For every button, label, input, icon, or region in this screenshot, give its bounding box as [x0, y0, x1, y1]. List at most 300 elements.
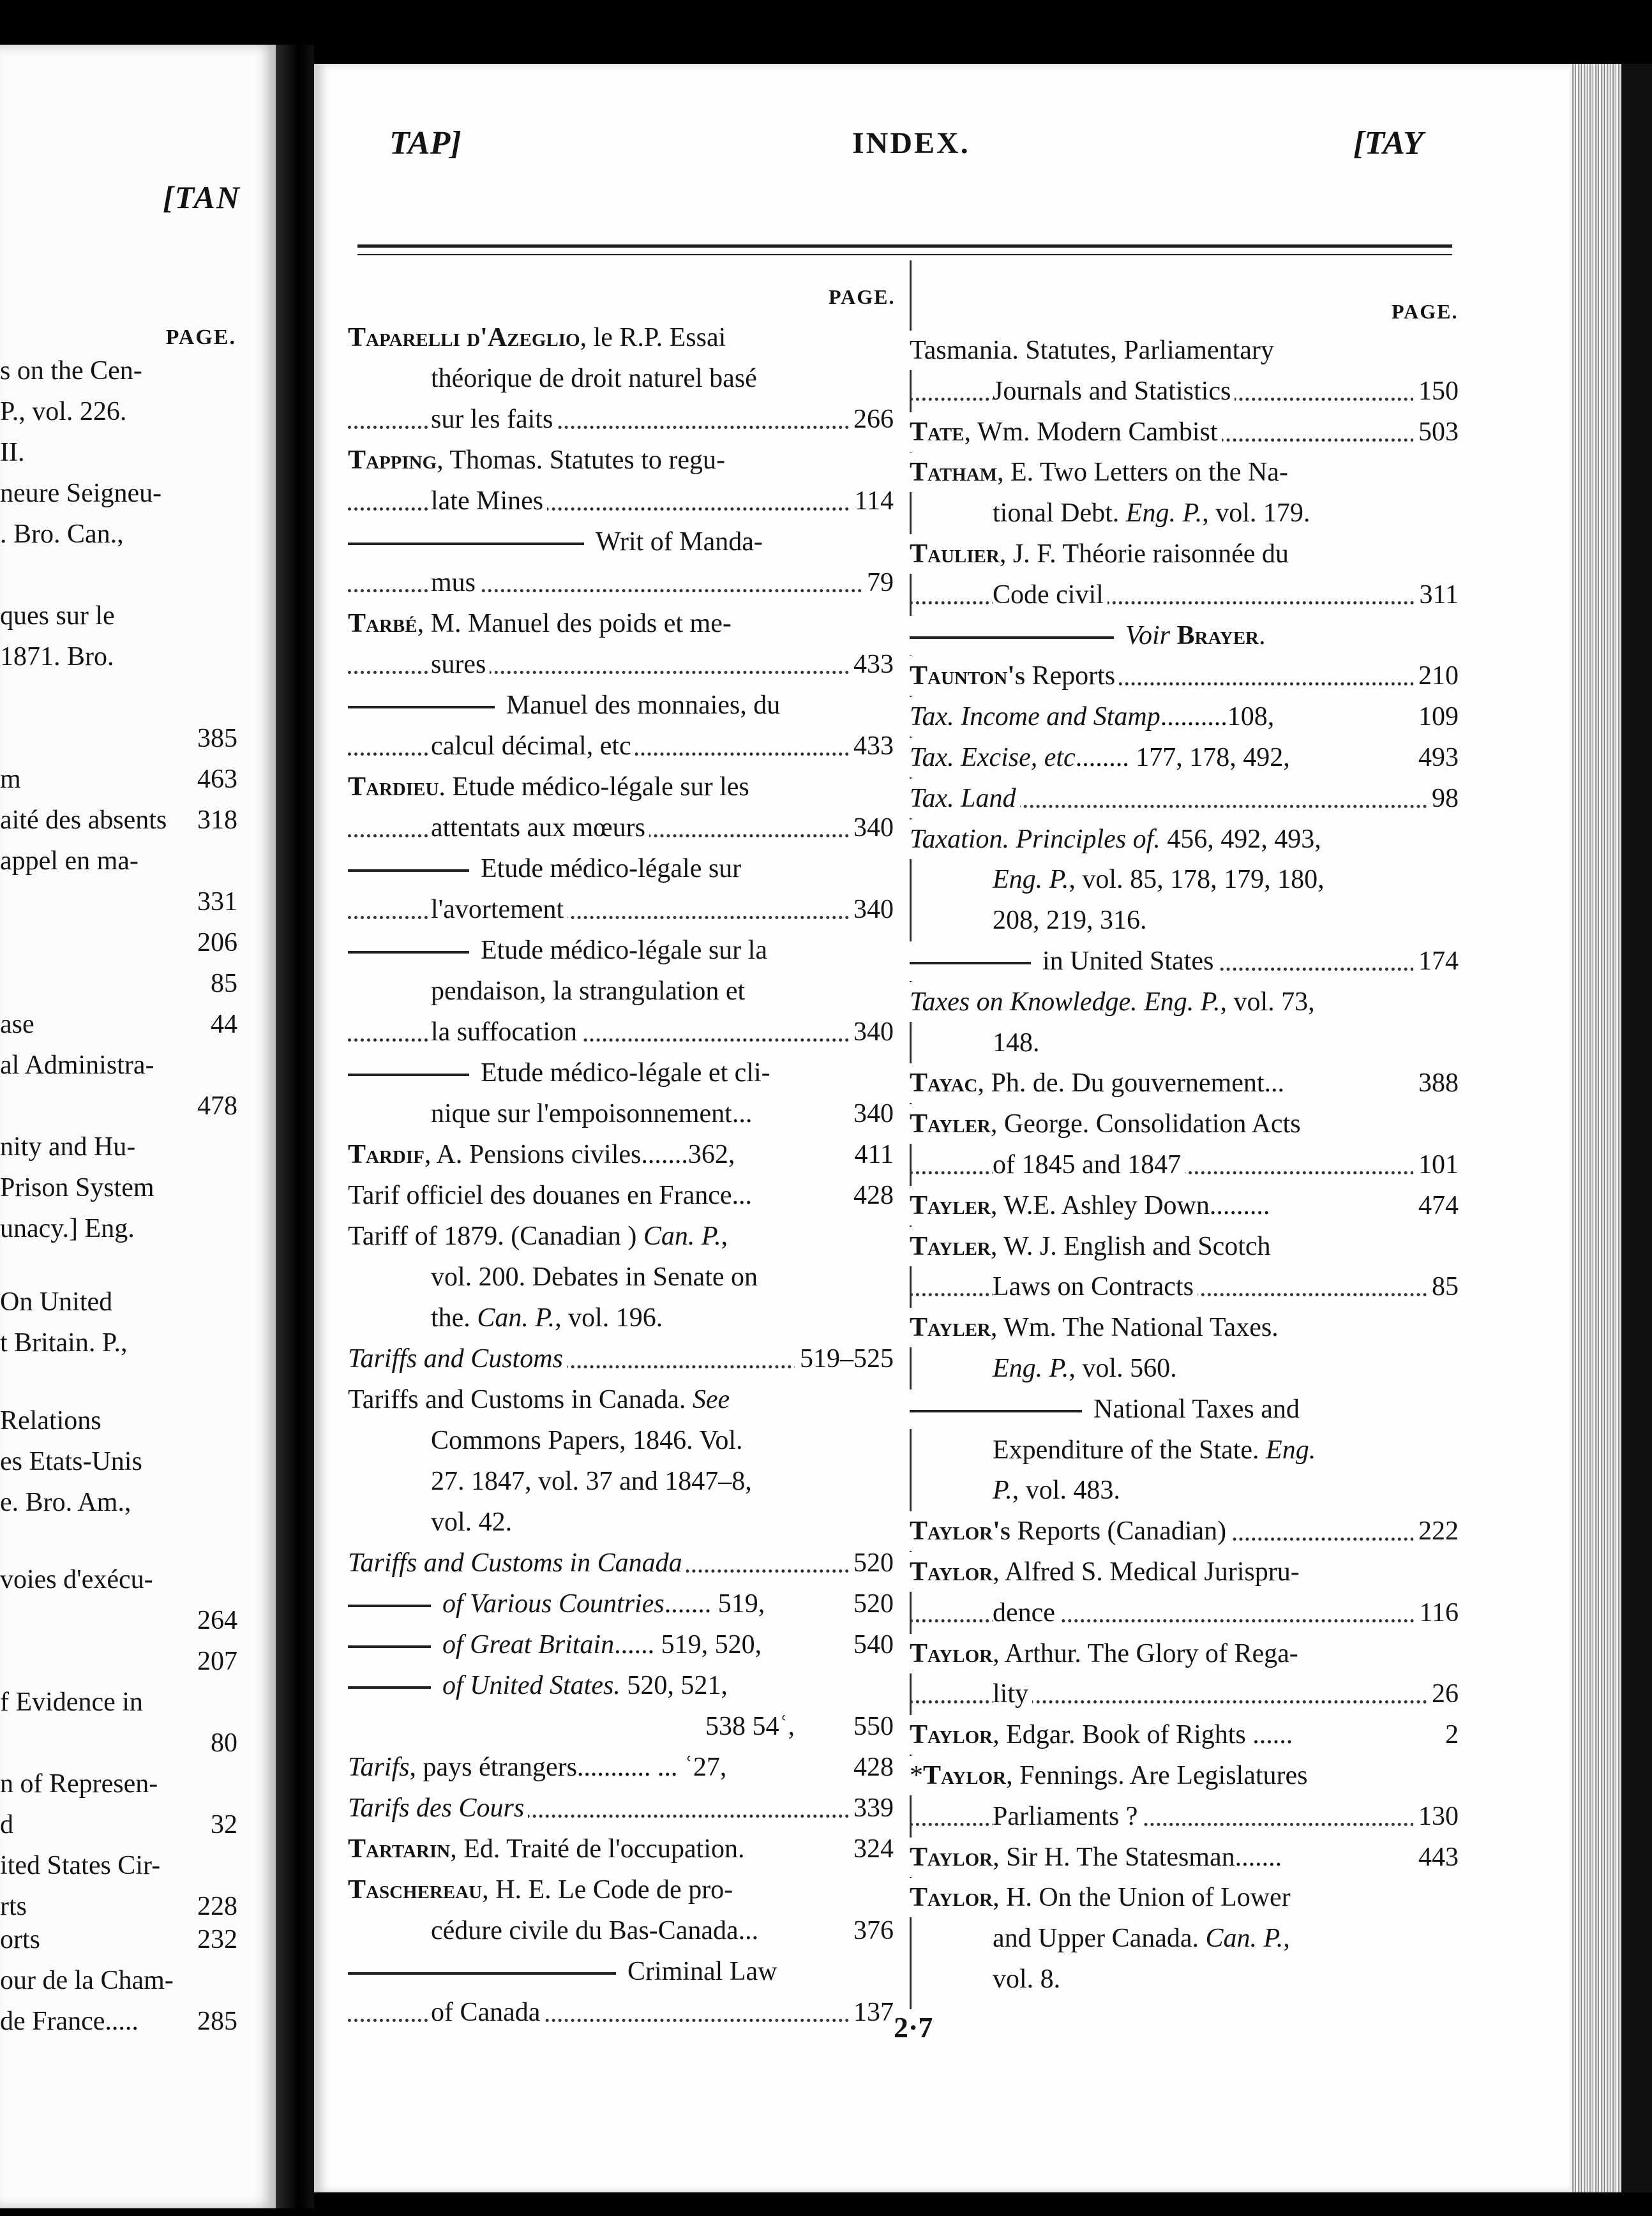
- ditto-dash: [348, 1605, 431, 1607]
- previous-page-line-text: voies d'exécu-: [0, 1565, 153, 1595]
- index-entry-text: [910, 982, 1319, 1022]
- dot-leader: [348, 2019, 894, 2022]
- index-entry-line: [910, 941, 1459, 981]
- index-entry-text: [910, 1227, 1275, 1266]
- index-entry-text: [348, 767, 753, 807]
- index-entry-page: 79: [862, 563, 894, 603]
- index-entry-line: [910, 1593, 1459, 1633]
- index-entry-page: 339: [848, 1788, 894, 1828]
- ditto-dash: [348, 543, 584, 545]
- index-entry-page: 114: [850, 481, 894, 521]
- index-entry-line: [348, 440, 894, 480]
- index-entry-line: [910, 331, 1459, 370]
- index-entry-line: [910, 1674, 1459, 1714]
- entry-text-segment: vol. 200. Debates in Senate on: [431, 1262, 758, 1292]
- previous-page-line-page: 478: [197, 1091, 237, 1121]
- index-entry-line: [348, 1257, 894, 1297]
- index-entry-line: [910, 1063, 1459, 1103]
- index-entry-text: [431, 890, 567, 929]
- entry-author: Taschereau: [348, 1875, 483, 1905]
- previous-page-line: [0, 637, 237, 677]
- entry-italic-title: of Great Britain: [442, 1630, 615, 1659]
- previous-page-line-text: . Bro. Can.,: [0, 520, 124, 549]
- entry-text-segment: , vol. 483.: [1012, 1476, 1120, 1506]
- previous-page-line-text: P., vol. 226.: [0, 397, 127, 426]
- index-entry-text: [910, 453, 1292, 492]
- index-entry-page: 433: [848, 726, 894, 766]
- entry-text-segment: tional Debt.: [993, 498, 1126, 528]
- index-entry-line: [910, 493, 1459, 533]
- index-entry-text: [993, 1797, 1141, 1836]
- index-entry-line: [348, 1952, 894, 1991]
- index-entry-text: [431, 1298, 666, 1338]
- index-entry-text: [431, 359, 761, 398]
- index-entry-text: [993, 1267, 1198, 1306]
- index-entry-text: [910, 534, 1293, 574]
- entry-text-segment: 148.: [993, 1028, 1040, 1058]
- previous-page-line: [0, 800, 237, 840]
- index-entry-text: [910, 1063, 1288, 1103]
- entry-text-segment: , Arthur. The Glory of Rega-: [993, 1638, 1298, 1668]
- index-entry-line: [348, 1298, 894, 1338]
- index-entry-text: [910, 1511, 1230, 1551]
- index-entry-text: [993, 1959, 1064, 1999]
- index-entry-page: 340: [848, 890, 894, 929]
- entry-text-segment: National Taxes and: [1093, 1394, 1300, 1424]
- index-entry-line: [910, 982, 1459, 1022]
- entry-text-segment: ,: [721, 1222, 728, 1251]
- index-entry-text: [705, 1707, 799, 1746]
- index-entry-line: [348, 1462, 894, 1501]
- page-edges: [1570, 64, 1621, 2192]
- entry-text-segment: ..........108,: [1160, 702, 1275, 732]
- previous-page-line: [0, 392, 237, 431]
- previous-page-line: [0, 1642, 237, 1681]
- ditto-dash: [348, 706, 495, 708]
- index-entry-line: [348, 1666, 894, 1705]
- index-entry-line: [910, 1715, 1459, 1755]
- previous-page-line-text: Prison System: [0, 1173, 154, 1202]
- index-entry-page: 109: [1413, 697, 1459, 737]
- index-entry-line: [348, 971, 894, 1011]
- previous-page-line: [0, 474, 237, 513]
- index-entry-line: [348, 1094, 894, 1134]
- index-entry-line: [348, 931, 894, 970]
- entry-text-segment: , A. Pensions civiles.......362,: [424, 1140, 735, 1169]
- index-entry-text: [910, 941, 1217, 981]
- index-entry-line: [910, 697, 1459, 737]
- index-entry-line: [910, 453, 1459, 492]
- ditto-dash: [348, 1686, 431, 1689]
- previous-page-line-text: al Administra-: [0, 1051, 154, 1080]
- index-entry-text: [910, 412, 1222, 452]
- entry-text-segment: pendaison, la strangulation et: [431, 977, 746, 1006]
- entry-author: Brayer: [1176, 620, 1259, 650]
- entry-text-segment: Code civil: [993, 580, 1104, 610]
- index-entry-page: 540: [848, 1625, 894, 1665]
- book-gutter: [276, 45, 314, 2208]
- index-entry-line: [910, 1959, 1459, 1999]
- previous-page-page-label: PAGE.: [165, 326, 236, 349]
- entry-author: Tayler: [910, 1109, 991, 1139]
- previous-page-line-text: On United: [0, 1287, 113, 1317]
- index-entry-text: [910, 1186, 1273, 1225]
- entry-author: Taylor: [910, 1638, 993, 1668]
- index-entry-text: [348, 1217, 732, 1256]
- index-entry-page: 388: [1413, 1063, 1459, 1103]
- entry-text-segment: dence: [993, 1598, 1055, 1628]
- running-head-title: INDEX.: [852, 126, 970, 160]
- entry-italic-title: Tariffs and Customs: [348, 1344, 563, 1374]
- entry-italic-title: Eng. P.: [993, 865, 1069, 895]
- previous-page-line-page: 331: [197, 887, 237, 917]
- previous-page-line: [0, 1483, 237, 1522]
- previous-page-line: [0, 1323, 237, 1363]
- previous-page-line-page: 463: [197, 765, 237, 794]
- previous-page-line-text: appel en ma-: [0, 846, 139, 876]
- index-entry-line: [348, 1421, 894, 1460]
- entry-text-segment: vol. 42.: [431, 1508, 513, 1537]
- previous-page-line-text: orts: [0, 1924, 40, 1954]
- index-entry-line: [348, 1543, 894, 1583]
- entry-author: Tayler: [910, 1231, 991, 1261]
- entry-text-segment: , Ph. de. Du gouvernement...: [977, 1068, 1285, 1098]
- index-entry-text: [348, 1380, 733, 1419]
- index-entry-line: [910, 1756, 1459, 1795]
- entry-text-segment: , Fennings. Are Legislatures: [1006, 1761, 1308, 1790]
- previous-page-line: [0, 1682, 237, 1722]
- entry-italic-title: Voir: [1125, 620, 1171, 650]
- entry-text-segment: , H. E. Le Code de pro-: [482, 1875, 733, 1905]
- ditto-dash: [348, 1972, 616, 1975]
- index-entry-line: [910, 1471, 1459, 1510]
- index-entry-line: [348, 1707, 894, 1746]
- entry-text-segment: 456, 492, 493,: [1160, 824, 1321, 854]
- index-entry-page: 222: [1413, 1511, 1459, 1551]
- previous-page-line-page: 318: [197, 805, 237, 835]
- entry-text-segment: théorique de droit naturel basé: [431, 364, 757, 393]
- entry-text-segment: and Upper Canada.: [993, 1924, 1206, 1954]
- entry-text-segment: mus: [431, 568, 476, 597]
- entry-italic-title: Taxes on Knowledge. Eng. P.: [910, 987, 1220, 1017]
- index-entry-text: [348, 1543, 686, 1583]
- entry-text-segment: Expenditure of the State.: [993, 1435, 1266, 1465]
- index-entry-text: [431, 481, 547, 521]
- index-entry-line: [348, 1380, 894, 1419]
- entry-text-segment: , Wm. Modern Cambist: [964, 417, 1218, 447]
- previous-page-line-text: neure Seigneu-: [0, 479, 162, 508]
- index-entry-text: [348, 685, 784, 725]
- entry-author: Tayler: [910, 1190, 991, 1220]
- index-entry-text: [431, 400, 557, 439]
- entry-author: Tayler: [910, 1313, 991, 1343]
- entry-text-segment: , Wm. The National Taxes.: [990, 1313, 1279, 1343]
- index-entry-line: [910, 738, 1459, 777]
- entry-text-segment: sures: [431, 650, 486, 679]
- index-entry-line: [910, 779, 1459, 818]
- previous-page-line-text: e. Bro. Am.,: [0, 1487, 131, 1517]
- previous-page-line-text: n of Represen-: [0, 1769, 158, 1799]
- entry-text-segment: 520, 521,: [620, 1671, 728, 1700]
- index-entry-page: 340: [848, 1094, 894, 1134]
- entry-italic-title: Eng. P.: [993, 1354, 1069, 1383]
- ditto-dash: [910, 962, 1031, 964]
- index-entry-page: 520: [848, 1543, 894, 1583]
- entry-text-segment: , H. On the Union of Lower: [993, 1883, 1291, 1913]
- index-entry-line: [910, 901, 1459, 940]
- previous-page-line-page: 232: [197, 1924, 237, 1954]
- index-entry-page: 340: [848, 808, 894, 848]
- entry-text-segment: sur les faits: [431, 405, 553, 434]
- index-entry-page: 130: [1413, 1797, 1459, 1836]
- entry-text-segment: Criminal Law: [627, 1957, 777, 1986]
- index-entry-line: [910, 616, 1459, 655]
- index-entry-line: [910, 1919, 1459, 1958]
- index-entry-line: [348, 563, 894, 603]
- previous-page-line: [0, 841, 237, 881]
- index-entry-line: [348, 1012, 894, 1052]
- previous-page-line: [0, 1086, 237, 1126]
- entry-text-segment: cédure civile du Bas-Canada...: [431, 1916, 759, 1945]
- entry-text-segment: *: [910, 1761, 923, 1790]
- index-entry-line: [348, 1993, 894, 2032]
- previous-page-line: [0, 719, 237, 758]
- index-entry-page: 98: [1427, 779, 1459, 818]
- index-entry-page: 324: [848, 1829, 894, 1869]
- index-entry-text: [910, 820, 1325, 859]
- index-entry-text: [348, 1666, 732, 1705]
- entry-text-segment: Tariff of 1879. (Canadian ): [348, 1222, 643, 1251]
- index-entry-text: [348, 849, 745, 888]
- index-entry-line: [910, 1389, 1459, 1429]
- previous-page-line-text: de France.....: [0, 2006, 139, 2036]
- entry-text-segment: Parliaments ?: [993, 1801, 1138, 1831]
- index-entry-text: [431, 1421, 747, 1460]
- index-entry-line: [348, 1788, 894, 1828]
- index-entry-page: 503: [1413, 412, 1459, 452]
- entry-text-segment: ........ 177, 178, 492,: [1075, 743, 1290, 772]
- index-entry-text: [993, 1674, 1032, 1714]
- previous-page-fragment: [0, 45, 276, 2208]
- entry-text-segment: calcul décimal, etc: [431, 731, 631, 761]
- previous-page-line: [0, 1045, 237, 1085]
- index-entry-line: [910, 1552, 1459, 1592]
- entry-text-segment: vol. 8.: [993, 1965, 1061, 1994]
- index-entry-line: [910, 1797, 1459, 1836]
- previous-page-line-text: our de la Cham-: [0, 1965, 174, 1995]
- dot-leader: [910, 1823, 1459, 1826]
- previous-page-line-text: d: [0, 1810, 13, 1840]
- entry-author: Tatham: [910, 458, 998, 488]
- entry-text-segment: , Alfred S. Medical Jurispru-: [993, 1557, 1300, 1587]
- previous-page-line-page: 206: [197, 928, 237, 957]
- index-entry-line: [910, 412, 1459, 452]
- entry-italic-title: Tax. Income and Stamp: [910, 702, 1160, 732]
- entry-text-segment: ....... 519,: [664, 1589, 765, 1619]
- entry-text-segment: , vol. 73,: [1220, 987, 1315, 1017]
- index-entry-page: 376: [848, 1911, 894, 1950]
- previous-page-line-text: unacy.] Eng.: [0, 1214, 135, 1243]
- entry-text-segment: 208, 219, 316.: [993, 906, 1147, 936]
- entry-author: Tarbé: [348, 609, 417, 638]
- entry-text-segment: , Sir H. The Statesman.......: [993, 1842, 1282, 1872]
- index-entry-line: [910, 534, 1459, 574]
- entry-italic-title: P.: [993, 1476, 1012, 1506]
- entry-italic-title: Tariffs and Customs in Canada: [348, 1548, 682, 1578]
- entry-text-segment: [1170, 621, 1177, 650]
- entry-text-segment: , W. J. English and Scotch: [990, 1231, 1271, 1261]
- entry-text-segment: , pays étrangers........... ... ʿ27,: [409, 1753, 727, 1782]
- index-entry-text: [348, 1176, 756, 1215]
- index-entry-line: [348, 481, 894, 521]
- entry-text-segment: Tarif officiel des douanes en France...: [348, 1181, 753, 1210]
- index-entry-text: [348, 1952, 781, 1991]
- entry-text-segment: , vol. 179.: [1202, 498, 1310, 528]
- entry-text-segment: , Thomas. Statutes to regu-: [437, 445, 725, 475]
- entry-text-segment: , vol. 85, 178, 179, 180,: [1069, 865, 1325, 895]
- previous-page-line-page: 44: [211, 1010, 237, 1039]
- previous-page-line: [0, 1127, 237, 1167]
- previous-page-line-text: s on the Cen-: [0, 356, 142, 386]
- page-number: 2·7: [894, 2011, 933, 2044]
- previous-page-line-text: ited States Cir-: [0, 1851, 161, 1881]
- entry-text-segment: , Ed. Traité de l'occupation.: [450, 1834, 745, 1864]
- previous-page-line: [0, 1168, 237, 1208]
- index-entry-line: [348, 1625, 894, 1665]
- index-entry-text: [910, 656, 1119, 696]
- previous-page-line-text: t Britain. P.,: [0, 1328, 128, 1358]
- index-entry-line: [910, 1308, 1459, 1347]
- entry-text-segment: ,: [1283, 1924, 1290, 1954]
- index-entry-text: [431, 1257, 762, 1297]
- index-entry-text: [348, 1829, 749, 1869]
- index-entry-line: [348, 318, 894, 357]
- entry-text-segment: , vol. 196.: [555, 1303, 663, 1333]
- index-entry-line: [910, 656, 1459, 696]
- index-entry-text: [910, 779, 1020, 818]
- previous-page-line: [0, 433, 237, 472]
- entry-author: Tayac: [910, 1068, 978, 1098]
- index-entry-text: [910, 1756, 1312, 1795]
- entry-text-segment: attentats aux mœurs: [431, 813, 645, 842]
- index-entry-page: 150: [1413, 371, 1459, 411]
- entry-text-segment: ...... 519, 520,: [614, 1630, 762, 1659]
- index-entry-line: [910, 1511, 1459, 1551]
- index-entry-text: [431, 1462, 756, 1501]
- entry-text-segment: , Edgar. Book of Rights ......: [993, 1720, 1293, 1750]
- previous-page-running-head: [TAN: [163, 179, 241, 215]
- index-entry-text: [431, 1012, 581, 1052]
- header-rule-thick: [357, 244, 1452, 248]
- index-entry-page: 137: [848, 1993, 894, 2032]
- entry-author: Taylor: [923, 1761, 1007, 1790]
- index-entry-text: [993, 1430, 1319, 1470]
- index-entry-text: [431, 808, 649, 848]
- background-edge: [1621, 64, 1652, 2192]
- entry-text-segment: l'avortement: [431, 895, 564, 924]
- previous-page-line: [0, 1805, 237, 1845]
- entry-text-segment: Reports (Canadian): [1010, 1516, 1227, 1546]
- index-entry-page: 428: [848, 1748, 894, 1787]
- previous-page-line-text: nity and Hu-: [0, 1132, 136, 1162]
- index-entry-text: [993, 371, 1235, 411]
- entry-text-segment: Etude médico-légale sur: [481, 854, 742, 883]
- previous-page-line-text: 1871. Bro.: [0, 642, 114, 671]
- previous-page-line-text: aité des absents: [0, 805, 167, 835]
- dot-leader: [348, 426, 894, 429]
- index-entry-page: 519–525: [795, 1339, 894, 1379]
- previous-page-line: [0, 2002, 237, 2041]
- index-entry-text: [431, 1502, 516, 1542]
- previous-page-line: [0, 964, 237, 1003]
- index-entry-text: [348, 1135, 739, 1174]
- index-entry-text: [431, 1094, 756, 1134]
- previous-page-line-page: 228: [197, 1892, 237, 1922]
- index-entry-line: [348, 1217, 894, 1256]
- entry-italic-title: Tax. Land: [910, 783, 1016, 813]
- index-entry-text: [993, 1145, 1185, 1185]
- ditto-dash: [348, 869, 469, 872]
- entry-text-segment: lity: [993, 1679, 1029, 1709]
- previous-page-line-text: es Etats-Unis: [0, 1446, 142, 1476]
- index-entry-line: [348, 1176, 894, 1215]
- index-entry-line: [348, 1748, 894, 1787]
- index-entry-line: [348, 1053, 894, 1093]
- index-entry-text: [348, 318, 730, 357]
- index-entry-text: [348, 1053, 774, 1093]
- entry-italic-title: Tarifs: [348, 1753, 410, 1782]
- dot-leader: [348, 1038, 894, 1042]
- previous-page-line: [0, 1723, 237, 1763]
- previous-page-line: [0, 1961, 237, 2000]
- index-entry-line: [910, 1838, 1459, 1877]
- index-entry-text: [993, 575, 1108, 615]
- index-entry-text: [348, 1788, 528, 1828]
- index-entry-line: [348, 359, 894, 398]
- index-entry-line: [910, 1430, 1459, 1470]
- index-entry-text: [431, 971, 749, 1011]
- entry-author: Tapping: [348, 445, 437, 475]
- entry-text-segment: nique sur l'empoisonnement...: [431, 1099, 753, 1128]
- index-entry-text: [910, 331, 1278, 370]
- index-entry-text: [910, 616, 1269, 655]
- index-entry-line: [348, 849, 894, 888]
- index-entry-page: 210: [1413, 656, 1459, 696]
- previous-page-line: [0, 1920, 237, 1959]
- index-entry-text: [431, 1911, 762, 1950]
- index-entry-text: [993, 1023, 1044, 1063]
- previous-page-line: [0, 882, 237, 922]
- index-entry-line: [348, 1584, 894, 1624]
- entry-text-segment: Etude médico-légale et cli-: [481, 1058, 770, 1088]
- previous-page-line-text: m: [0, 765, 21, 794]
- previous-page-line-text: f Evidence in: [0, 1688, 143, 1718]
- index-entry-text: [993, 901, 1151, 940]
- index-entry-text: [348, 1584, 769, 1624]
- index-entry-line: [910, 1023, 1459, 1063]
- entry-italic-title: Taxation. Principles of.: [910, 824, 1160, 854]
- ditto-dash: [910, 636, 1114, 639]
- entry-text-segment: , le R.P. Essai: [580, 323, 726, 352]
- entry-author: Taylor: [910, 1842, 993, 1872]
- running-head-right: [TAY: [1353, 125, 1423, 161]
- index-entry-line: [348, 645, 894, 684]
- index-entry-line: [348, 808, 894, 848]
- index-entry-text: [993, 1349, 1181, 1388]
- index-entry-line: [910, 1349, 1459, 1388]
- running-head-left: TAP]: [389, 125, 462, 161]
- entry-italic-title: Tax. Excise, etc: [910, 743, 1076, 772]
